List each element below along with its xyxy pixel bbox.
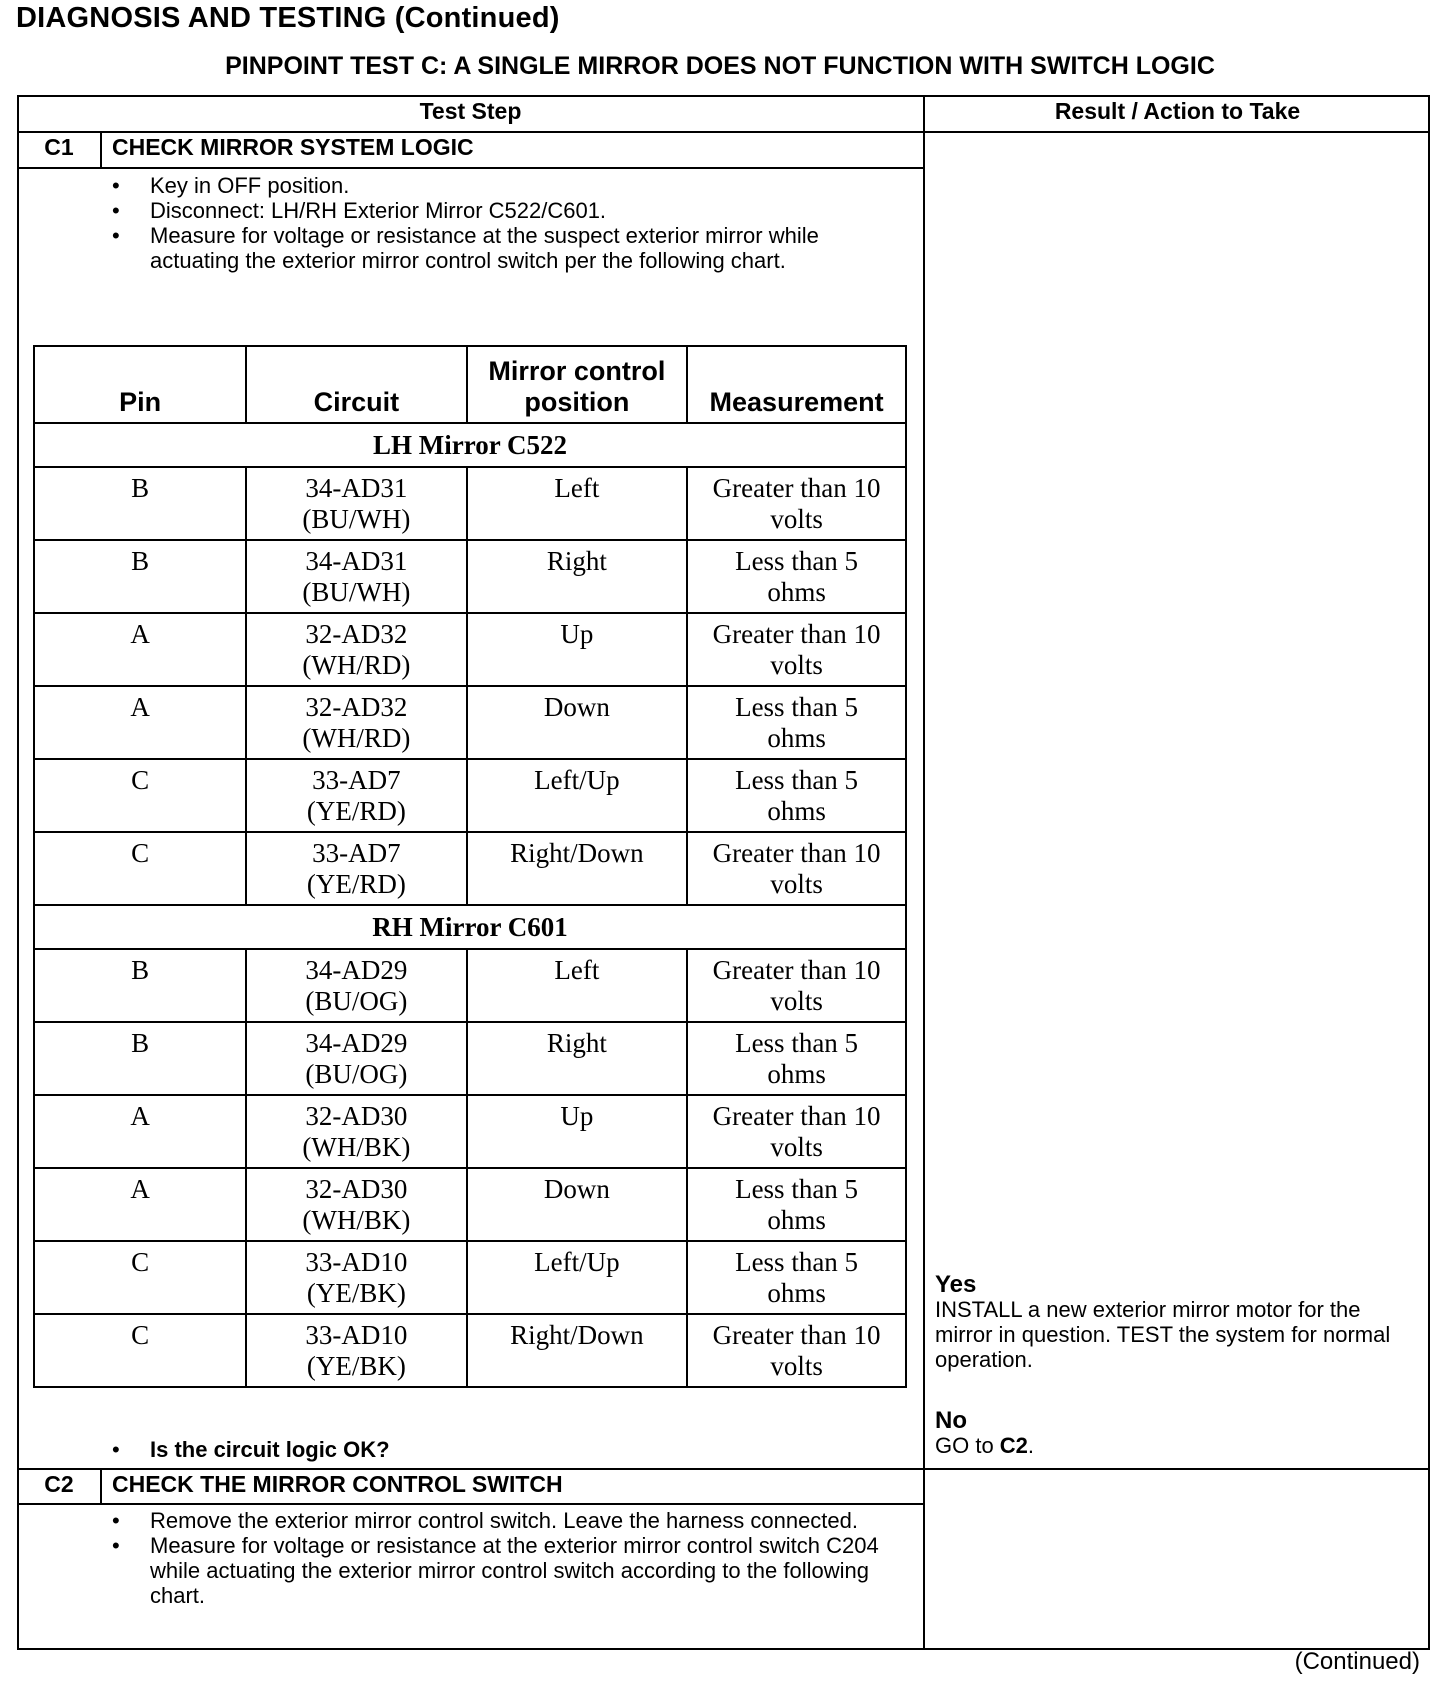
column-divider [923,96,925,1649]
bullet-item: • Measure for voltage or resistance at the suspect exterior mirror while actuating the exterior mirror control switch per the following chart. [112,223,902,273]
no-action [935,1433,1415,1458]
table-row [34,759,906,832]
c1-id-divider [100,132,102,168]
step-c2-title: CHECK THE MIRROR CONTROL SWITCH [112,1471,563,1497]
position-cell-position: Left [554,473,600,503]
yes-label: Yes [935,1271,977,1298]
measurement-cell-measure1: Less than 5 [735,546,859,576]
table-row [34,686,906,759]
result-no [935,1408,1415,1458]
pin-cell [34,467,246,540]
table-row [34,1022,906,1095]
measurement-cell [687,759,906,832]
c1-title-underline [18,167,924,169]
circuit-cell [246,1241,466,1314]
measurement-cell-measure2: ohms [767,796,826,826]
circuit-cell [246,1314,466,1387]
measurement-cell [687,1241,906,1314]
pin-cell-pin: A [130,1101,150,1131]
measurement-cell-measure2: volts [770,1132,823,1162]
position-cell [467,1314,688,1387]
no-label: No [935,1407,967,1434]
table-row [34,1095,906,1168]
circuit-cell [246,1022,466,1095]
measurement-cell-measure1: Greater than 10 [712,619,881,649]
circuit-cell [246,949,466,1022]
position-cell [467,686,688,759]
pin-cell-pin: C [131,765,150,795]
circuit-cell-circuit: 33-AD7 [312,765,401,795]
pin-cell [34,1095,246,1168]
position-cell-position: Right/Down [510,838,644,868]
circuit-cell [246,540,466,613]
position-cell [467,1095,688,1168]
circuit-cell-circuit: 34-AD31 [305,473,408,503]
circuit-cell-color: (WH/RD) [302,650,411,680]
measurement-cell [687,686,906,759]
measurement-cell-measure2: ohms [767,1278,826,1308]
measurement-cell-measure1: Greater than 10 [712,838,881,868]
circuit-cell [246,467,466,540]
measurement-cell-measure1: Less than 5 [735,1174,859,1204]
circuit-cell-color: (WH/RD) [302,723,411,753]
circuit-cell-color: (BU/WH) [302,577,411,607]
step-c1-question: • Is the circuit logic OK? [112,1437,390,1463]
measurement-cell-measure2: ohms [767,1059,826,1089]
table-row [34,949,906,1022]
circuit-cell-circuit: 33-AD10 [305,1320,408,1350]
measurement-cell-measure2: volts [770,504,823,534]
pin-cell-pin: C [131,1320,150,1350]
pin-cell-pin: C [131,1247,150,1277]
measurement-cell [687,1168,906,1241]
yes-action: INSTALL a new exterior mirror motor for the mirror in question. TEST the system for normal operation. [935,1297,1391,1372]
step-c1-id: C1 [44,134,74,160]
table-row [34,1241,906,1314]
pin-cell-pin: A [130,692,150,722]
step-c1-title: CHECK MIRROR SYSTEM LOGIC [112,134,474,160]
pin-cell [34,1168,246,1241]
measurement-cell-measure2: ohms [767,1205,826,1235]
position-cell-position: Left/Up [534,765,620,795]
position-cell-position: Up [560,1101,594,1131]
position-cell [467,1022,688,1095]
pin-cell-pin: B [131,473,150,503]
position-cell [467,613,688,686]
measurement-cell [687,1095,906,1168]
result-yes [935,1272,1415,1372]
circuit-cell-color: (BU/WH) [302,504,411,534]
circuit-cell-circuit: 32-AD30 [305,1101,408,1131]
circuit-cell-circuit: 33-AD7 [312,838,401,868]
no-action-period: . [1027,1433,1035,1458]
continued-footer: (Continued) [1294,1648,1420,1675]
circuit-cell-circuit: 34-AD29 [305,1028,408,1058]
group-row [34,905,906,949]
column-header-measurement: Measurement [687,346,906,423]
c2-title-underline [18,1503,924,1505]
table-row [34,613,906,686]
chart-body [34,423,906,1387]
bullet-item: • Disconnect: LH/RH Exterior Mirror C522/C601. [112,198,902,223]
column-header-position: Mirror control position [467,346,688,423]
position-cell-position: Left/Up [534,1247,620,1277]
bullet-item: • Remove the exterior mirror control switch. Leave the harness connected. [112,1508,902,1533]
group-heading: RH Mirror C601 [34,905,906,949]
pin-cell-pin: B [131,955,150,985]
measurement-cell-measure1: Greater than 10 [712,955,881,985]
pin-cell [34,686,246,759]
circuit-cell-color: (YE/BK) [306,1278,406,1308]
position-cell [467,832,688,905]
page-title: DIAGNOSIS AND TESTING (Continued) [16,2,560,34]
pin-cell [34,832,246,905]
measurement-cell [687,467,906,540]
measurement-cell-measure2: volts [770,650,823,680]
circuit-cell-color: (YE/BK) [306,1351,406,1381]
mirror-logic-chart [33,345,907,1388]
step-c1-instructions [112,173,902,273]
circuit-cell-color: (BU/OG) [305,1059,408,1089]
circuit-cell-color: (BU/OG) [305,986,408,1016]
pin-cell-pin: C [131,838,150,868]
table-row [34,1314,906,1387]
c1-c2-divider [18,1468,1429,1470]
measurement-cell [687,1022,906,1095]
pin-cell [34,1314,246,1387]
pin-cell [34,1022,246,1095]
measurement-cell-measure1: Less than 5 [735,692,859,722]
pin-cell-pin: A [130,1174,150,1204]
pinpoint-test-title: PINPOINT TEST C: A SINGLE MIRROR DOES NOT FUNCTION WITH SWITCH LOGIC [225,52,1215,80]
position-cell-position: Down [543,692,610,722]
bullet-item: • Key in OFF position. [112,173,902,198]
position-cell-position: Right [546,1028,607,1058]
column-header-pin: Pin [34,346,246,423]
circuit-cell-circuit: 34-AD29 [305,955,408,985]
measurement-cell-measure2: volts [770,1351,823,1381]
measurement-cell [687,613,906,686]
result-header: Result / Action to Take [1054,98,1301,124]
pin-cell-pin: B [131,546,150,576]
table-row [34,540,906,613]
measurement-cell [687,540,906,613]
measurement-cell-measure2: ohms [767,577,826,607]
circuit-cell-circuit: 34-AD31 [305,546,408,576]
pin-cell-pin: B [131,1028,150,1058]
measurement-cell [687,949,906,1022]
measurement-cell-measure2: ohms [767,723,826,753]
circuit-cell-color: (WH/BK) [302,1205,411,1235]
circuit-cell-circuit: 32-AD30 [305,1174,408,1204]
measurement-cell-measure1: Less than 5 [735,1247,859,1277]
measurement-cell-measure1: Less than 5 [735,1028,859,1058]
pin-cell [34,1241,246,1314]
go-to-c2-link[interactable]: C2 [999,1433,1028,1458]
measurement-cell-measure2: volts [770,986,823,1016]
circuit-cell [246,1168,466,1241]
no-action-text: GO to [935,1433,1000,1458]
circuit-cell [246,759,466,832]
measurement-cell-measure1: Greater than 10 [712,1101,881,1131]
table-row [34,1168,906,1241]
header-divider [18,131,1429,133]
step-c2-instructions [112,1508,902,1608]
position-cell [467,540,688,613]
group-row [34,423,906,467]
circuit-cell-circuit: 33-AD10 [305,1247,408,1277]
column-header-circuit: Circuit [246,346,466,423]
group-heading: LH Mirror C522 [34,423,906,467]
measurement-cell [687,832,906,905]
test-step-header: Test Step [419,98,522,124]
measurement-cell-measure2: volts [770,869,823,899]
position-cell-position: Down [543,1174,610,1204]
position-cell [467,949,688,1022]
measurement-cell-measure1: Greater than 10 [712,1320,881,1350]
bullet-item: • Measure for voltage or resistance at the exterior mirror control switch C204 while actuating the exterior mirror control switch according to the following chart. [112,1533,902,1608]
position-cell-position: Up [560,619,594,649]
circuit-cell-circuit: 32-AD32 [305,692,408,722]
measurement-cell-measure1: Less than 5 [735,765,859,795]
circuit-cell [246,613,466,686]
circuit-cell [246,1095,466,1168]
pin-cell [34,759,246,832]
circuit-cell-color: (WH/BK) [302,1132,411,1162]
position-cell-position: Right/Down [510,1320,644,1350]
step-c2-id: C2 [44,1471,74,1497]
position-cell-position: Right [546,546,607,576]
measurement-cell-measure1: Greater than 10 [712,473,881,503]
pin-cell [34,613,246,686]
c2-id-divider [100,1469,102,1504]
position-cell [467,1168,688,1241]
position-cell-position: Left [554,955,600,985]
circuit-cell [246,686,466,759]
position-cell [467,759,688,832]
pin-cell-pin: A [130,619,150,649]
circuit-cell-color: (YE/RD) [306,869,406,899]
circuit-cell-circuit: 32-AD32 [305,619,408,649]
table-row [34,467,906,540]
circuit-cell [246,832,466,905]
pin-cell [34,949,246,1022]
table-row [34,832,906,905]
position-cell [467,467,688,540]
position-cell [467,1241,688,1314]
pin-cell [34,540,246,613]
circuit-cell-color: (YE/RD) [306,796,406,826]
measurement-cell [687,1314,906,1387]
